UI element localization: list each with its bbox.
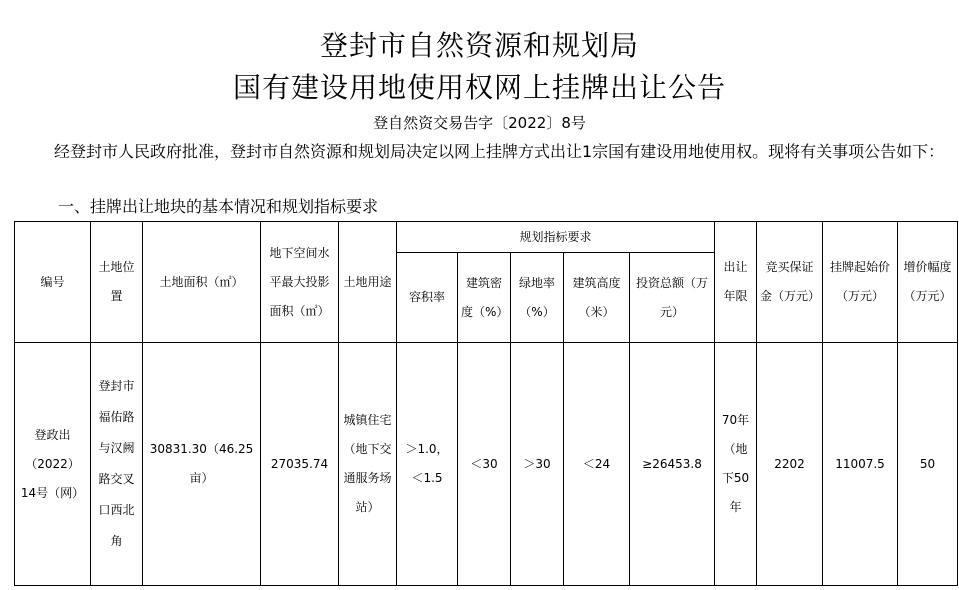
cell-id: 登政出（2022）14号（网）	[15, 343, 91, 586]
section-heading-1: 一、挂牌出让地块的基本情况和规划指标要求	[58, 197, 379, 216]
header-height: 建筑高度（米）	[564, 253, 630, 343]
land-info-table	[14, 221, 958, 586]
header-green-ratio: 绿地率（%）	[511, 253, 564, 343]
header-density: 建筑密度（%）	[458, 253, 511, 343]
cell-start-price: 11007.5	[823, 343, 898, 586]
title-authority: 登封市自然资源和规划局	[319, 29, 639, 62]
header-planning-indicators: 规划指标要求	[397, 222, 715, 253]
title-announcement: 国有建设用地使用权网上挂牌出让公告	[232, 71, 726, 104]
header-location: 土地位置	[91, 222, 143, 343]
cell-area: 30831.30（46.25亩）	[143, 343, 261, 586]
cell-increment: 50	[898, 343, 958, 586]
cell-investment: ≥26453.8	[630, 343, 715, 586]
cell-deposit: 2202	[757, 343, 823, 586]
cell-green-ratio: ＞30	[511, 343, 564, 586]
header-id: 编号	[15, 222, 91, 343]
cell-height: ＜24	[564, 343, 630, 586]
header-start-price: 挂牌起始价（万元）	[823, 222, 898, 343]
cell-far: ＞1.0，＜1.5	[397, 343, 458, 586]
header-underground-area: 地下空间水平最大投影面积（㎡）	[261, 222, 339, 343]
intro-paragraph: 经登封市人民政府批准，登封市自然资源和规划局决定以网上挂牌方式出让1宗国有建设用地使用权。现将有关事项公告如下：	[54, 142, 945, 161]
header-deposit: 竞买保证金（万元）	[757, 222, 823, 343]
cell-density: ＜30	[458, 343, 511, 586]
header-term: 出让年限	[715, 222, 757, 343]
header-investment: 投资总额（万元）	[630, 253, 715, 343]
cell-location: 登封市福佑路与汉阙路交叉口西北角	[91, 343, 143, 586]
document-number: 登自然资交易告字〔2022〕8号	[373, 114, 586, 132]
cell-term: 70年（地下50年	[715, 343, 757, 586]
cell-land-use: 城镇住宅（地下交通服务场站）	[339, 343, 397, 586]
header-increment: 增价幅度（万元）	[898, 222, 958, 343]
header-area: 土地面积（㎡）	[143, 222, 261, 343]
header-far: 容积率	[397, 253, 458, 343]
table-row	[15, 343, 958, 586]
cell-underground-area: 27035.74	[261, 343, 339, 586]
header-land-use: 土地用途	[339, 222, 397, 343]
